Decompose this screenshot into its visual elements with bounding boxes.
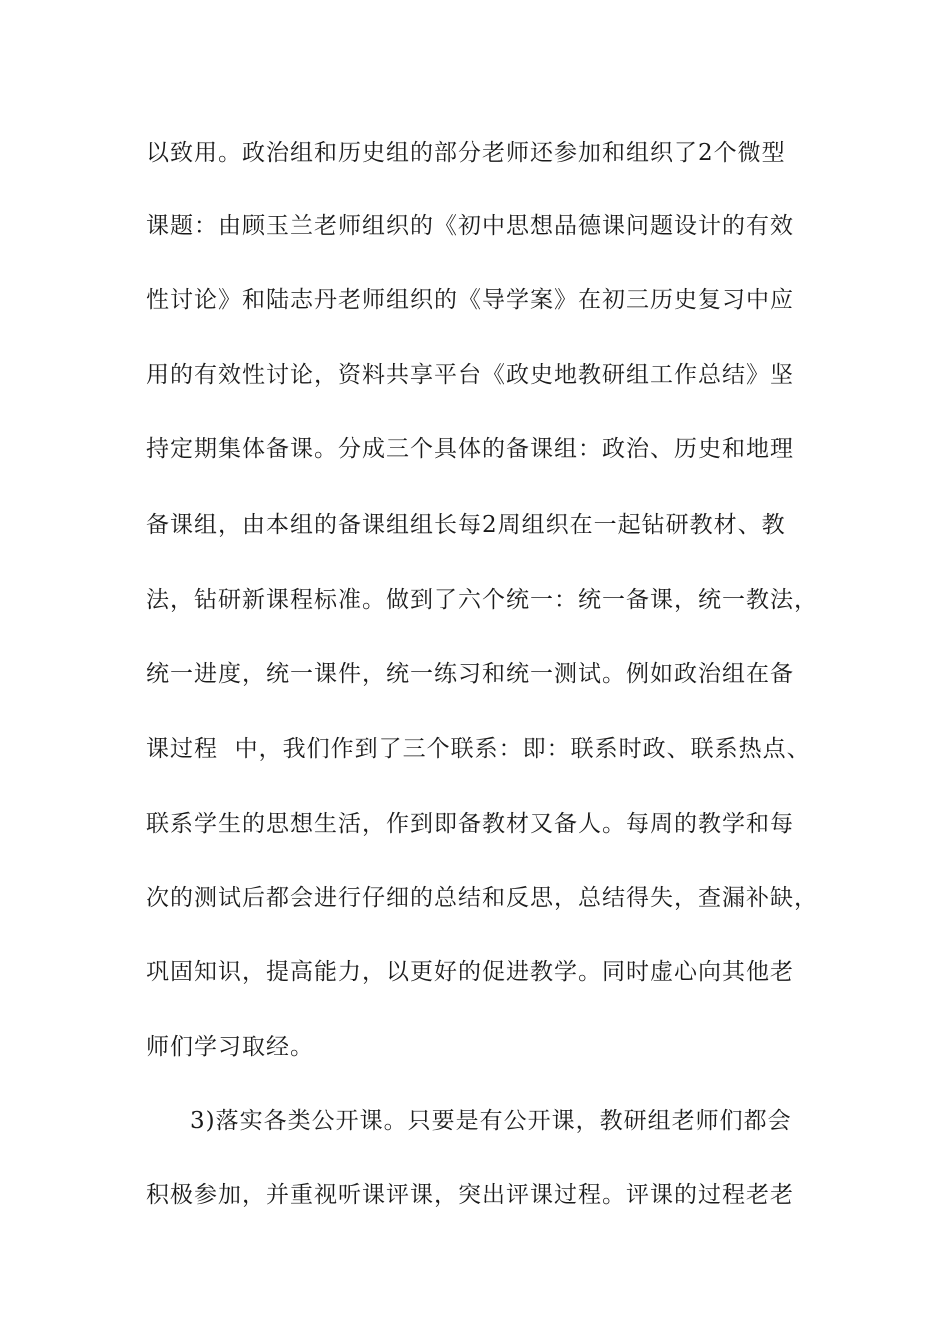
text-line: 持定期集体备课。分成三个具体的备课组：政治、历史和地理	[146, 436, 794, 462]
text-line: 师们学习取经。	[146, 1034, 314, 1060]
text-line: 课过程 中，我们作到了三个联系：即：联系时政、联系热点、	[146, 736, 811, 762]
text-line: 联系学生的思想生活，作到即备教材又备人。每周的教学和每	[146, 811, 794, 837]
text-line: 性讨论》和陆志丹老师组织的《导学案》在初三历史复习中应	[146, 287, 794, 313]
text-line: 巩固知识，提高能力，以更好的促进教学。同时虚心向其他老	[146, 959, 794, 985]
text-line: 法，钻研新课程标准。做到了六个统一：统一备课，统一教法，	[146, 587, 818, 613]
text-line: 备课组，由本组的备课组组长每2周组织在一起钻研教材、教	[146, 512, 786, 538]
text-line: 积极参加，并重视听课评课，突出评课过程。评课的过程老老	[146, 1182, 794, 1208]
text-line: 课题：由顾玉兰老师组织的《初中思想品德课问题设计的有效	[146, 213, 794, 239]
text-line: 统一进度，统一课件，统一练习和统一测试。例如政治组在备	[146, 661, 794, 687]
text-line: 用的有效性讨论，资料共享平台《政史地教研组工作总结》坚	[146, 362, 794, 388]
paragraph-start-line: 3)落实各类公开课。只要是有公开课，教研组老师们都会	[190, 1108, 792, 1134]
text-line: 以致用。政治组和历史组的部分老师还参加和组织了2个微型	[146, 140, 786, 166]
text-line: 次的测试后都会进行仔细的总结和反思，总结得失，查漏补缺，	[146, 885, 818, 911]
